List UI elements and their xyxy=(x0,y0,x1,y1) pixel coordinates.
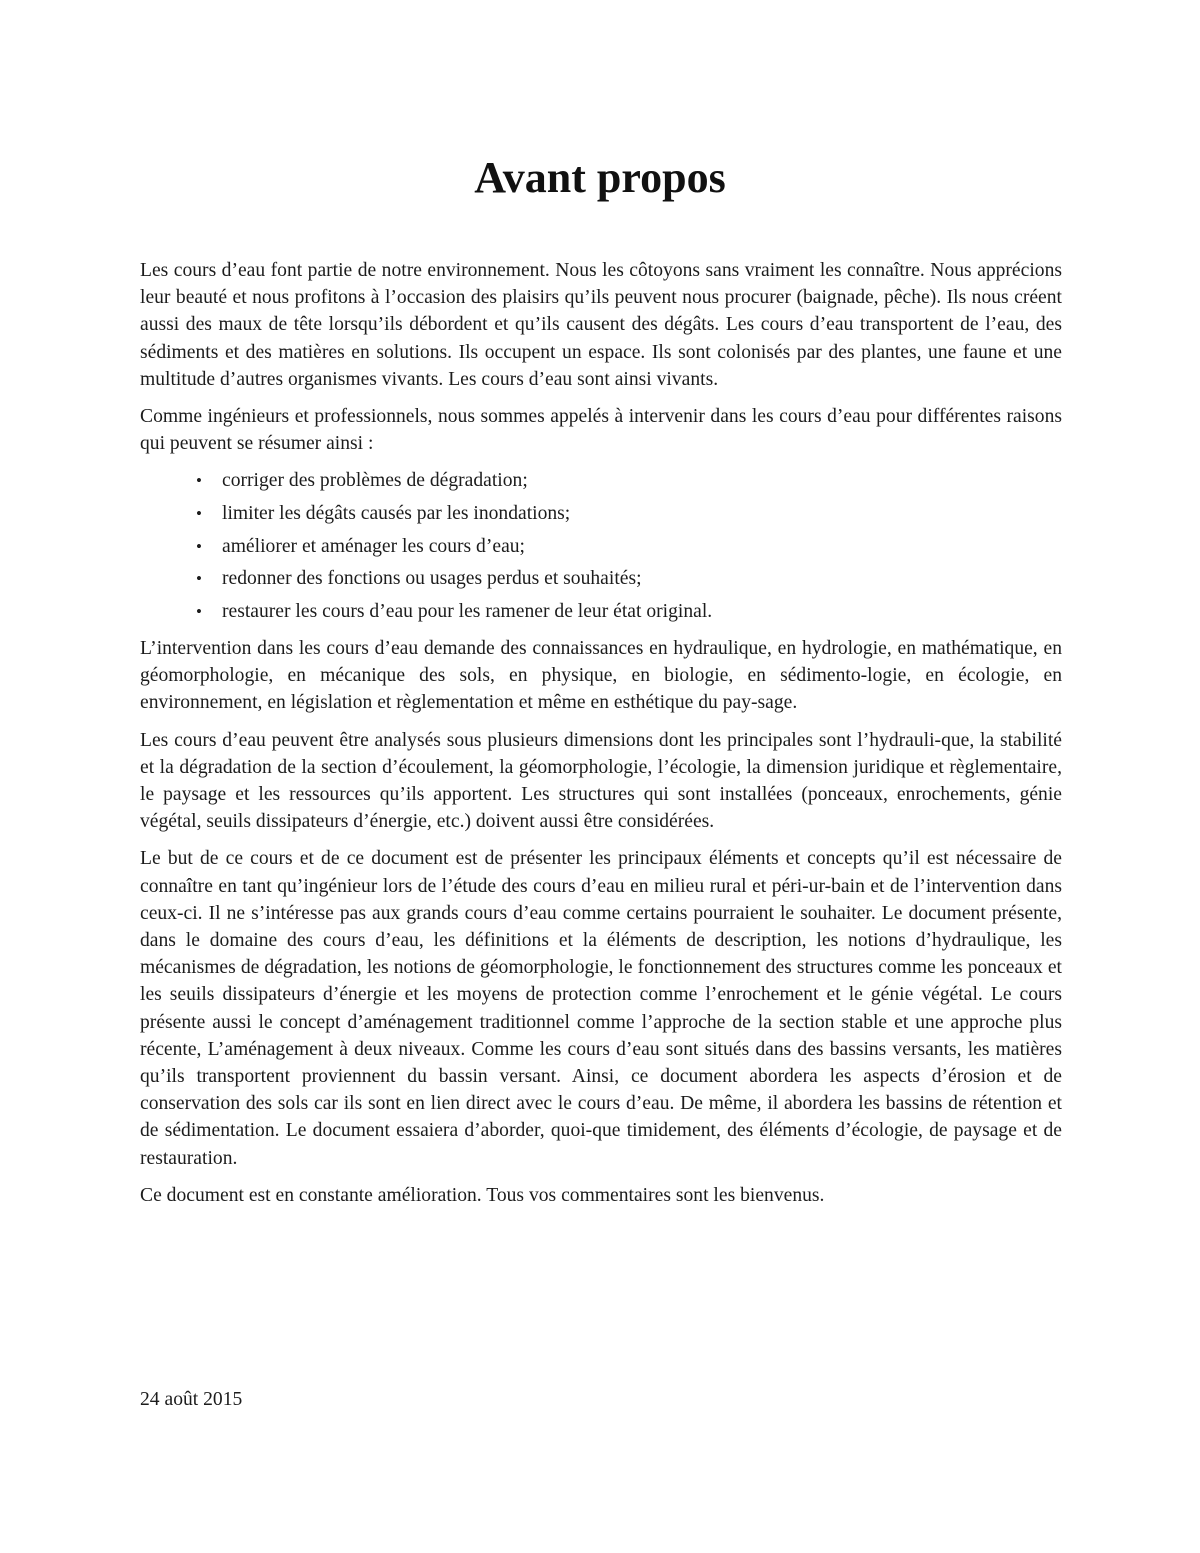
bullet-icon: • xyxy=(196,601,202,621)
bullet-icon: • xyxy=(196,536,202,556)
bullet-icon: • xyxy=(196,471,202,491)
bullet-icon: • xyxy=(196,504,202,524)
list-item xyxy=(140,500,1062,527)
list-item xyxy=(140,467,1062,494)
paragraph-knowledge: L’intervention dans les cours d’eau demande des connaissances en hydraulique, en hydrologie, en mathématique, en géomorphologie, en mécanique des sols, en physique, en biologie, en sédimento-logie, en écologie, en environnement, en législation et règlementation et même en esthétique du pay-sage. xyxy=(140,638,1062,714)
document-date: 24 août 2015 xyxy=(140,1389,243,1410)
paragraph-dimensions: Les cours d’eau peuvent être analysés sous plusieurs dimensions dont les principales sont l’hydrauli-que, la stabilité et la dégradation de la section d’écoulement, la géomorphologie, l’écologie, la dimension juridique et règlementaire, le paysage et les ressources qu’ils apportent. Les structures qui sont installées (ponceaux, enrochements, génie végétal, seuils dissipateurs d’énergie, etc.) doivent aussi être considérées. xyxy=(140,729,1062,833)
paragraph-reasons: Comme ingénieurs et professionnels, nous sommes appelés à intervenir dans les cours d’eau pour différentes raisons qui peuvent se résumer ainsi : xyxy=(140,406,1062,455)
paragraph-purpose: Le but de ce cours et de ce document est de présenter les principaux éléments et concepts qu’il est nécessaire de connaître en tant qu’ingénieur lors de l’étude des cours d’eau en milieu rural et péri-ur-bain et de l’intervention dans ceux-ci. Il ne s’intéresse pas aux grands cours d’eau comme certains pourraient le souhaiter. Le document présente, dans le domaine des cours d’eau, les définitions et la éléments de description, les notions d’hydraulique, les mécanismes de dégradation, les notions de géomorphologie, le fonctionnement des structures comme les ponceaux et les seuils dissipateurs d’énergie et les moyens de protection comme l’enrochement et le génie végétal. Le cours présente aussi le concept d’aménagement traditionnel comme l’approche de la section stable et une approche plus récente, L’aménagement à deux niveaux. Comme les cours d’eau sont situés dans des bassins versants, les matières qu’ils transportent proviennent du bassin versant. Ainsi, ce document abordera les aspects d’érosion et de conservation des sols car ils sont en lien direct avec le cours d’eau. De même, il abordera les bassins de rétention et de sédimentation. Le document essaiera d’aborder, quoi-que timidement, des éléments d’écologie, de paysage et de restauration. xyxy=(140,848,1062,1169)
list-item xyxy=(140,598,1062,625)
page-title: Avant propos xyxy=(474,153,726,202)
list-item-text: améliorer et aménager les cours d’eau; xyxy=(222,535,526,557)
list-item-text: restaurer les cours d’eau pour les ramener de leur état original. xyxy=(222,600,713,622)
paragraph-closing: Ce document est en constante amélioration. Tous vos commentaires sont les bienvenus. xyxy=(140,1184,825,1206)
bullet-icon: • xyxy=(196,569,202,589)
paragraph-intro: Les cours d’eau font partie de notre environnement. Nous les côtoyons sans vraiment les connaître. Nous apprécions leur beauté et nous profitons à l’occasion des plaisirs qu’ils peuvent nous procurer (baignade, pêche). Ils nous créent aussi des maux de tête lorsqu’ils débordent et qu’ils causent des dégâts. Les cours d’eau transportent de l’eau, des sédiments et des matières en solutions. Ils occupent un espace. Ils sont colonisés par des plantes, une faune et une multitude d’autres organismes vivants. Les cours d’eau sont ainsi vivants. xyxy=(140,260,1062,390)
list-item xyxy=(140,533,1062,560)
list-item xyxy=(140,565,1062,592)
reasons-list xyxy=(140,467,1062,625)
list-item-text: corriger des problèmes de dégradation; xyxy=(222,470,528,492)
list-item-text: redonner des fonctions ou usages perdus et souhaités; xyxy=(222,568,642,590)
page-body xyxy=(140,257,1062,1219)
list-item-text: limiter les dégâts causés par les inondations; xyxy=(222,503,571,525)
